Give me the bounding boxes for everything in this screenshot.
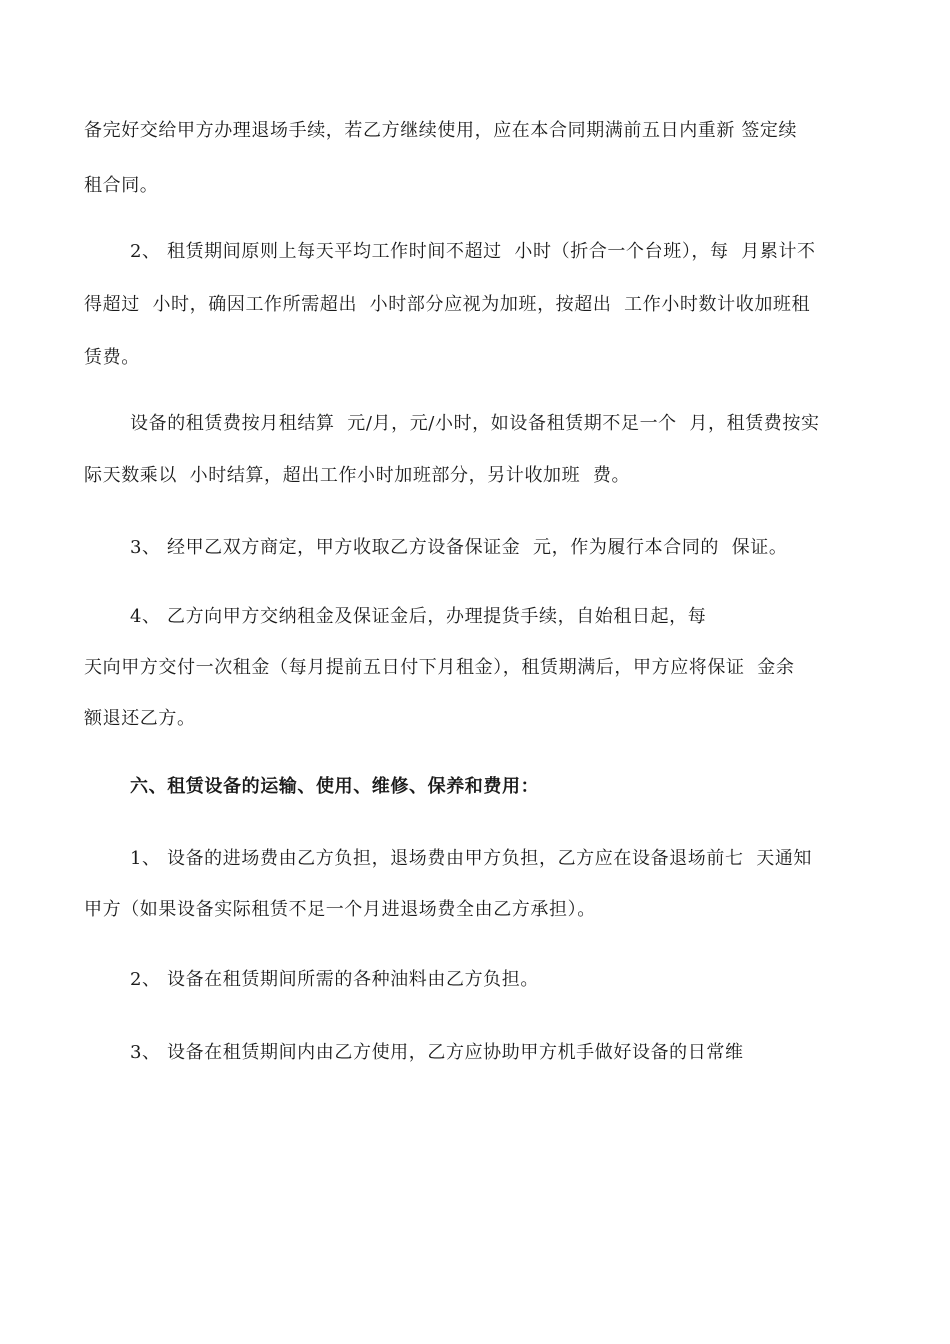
text-line-5: 赁费。	[84, 347, 140, 368]
text-line-6: 设备的租赁费按月租结算 元/月，元/小时，如设备租赁期不足一个 月，租赁费按实	[130, 413, 820, 434]
text-line-16: 3、 设备在租赁期间内由乙方使用，乙方应协助甲方机手做好设备的日常维	[130, 1042, 744, 1063]
text-line-1: 备完好交给甲方办理退场手续，若乙方继续使用，应在本合同期满前五日内重新 签定续	[84, 120, 798, 141]
text-line-10: 天向甲方交付一次租金（每月提前五日付下月租金），租赁期满后，甲方应将保证 金余	[84, 657, 795, 678]
text-line-3: 2、 租赁期间原则上每天平均工作时间不超过 小时（折合一个台班），每 月累计不	[130, 241, 816, 262]
text-line-14: 甲方（如果设备实际租赁不足一个月进退场费全由乙方承担）。	[84, 899, 596, 920]
text-line-2: 租合同。	[84, 175, 159, 196]
text-line-9: 4、 乙方向甲方交纳租金及保证金后，办理提货手续，自始租日起，每	[130, 606, 707, 627]
text-line-7: 际天数乘以 小时结算，超出工作小时加班部分，另计收加班 费。	[84, 465, 631, 486]
text-line-15: 2、 设备在租赁期间所需的各种油料由乙方负担。	[130, 969, 539, 990]
section-heading: 六、租赁设备的运输、使用、维修、保养和费用：	[130, 776, 540, 797]
text-line-4: 得超过 小时，确因工作所需超出 小时部分应视为加班，按超出 工作小时数计收加班租	[84, 294, 811, 315]
text-line-8: 3、 经甲乙双方商定，甲方收取乙方设备保证金 元，作为履行本合同的 保证。	[130, 537, 788, 558]
text-line-11: 额退还乙方。	[84, 708, 196, 729]
text-line-13: 1、 设备的进场费由乙方负担，退场费由甲方负担，乙方应在设备退场前七 天通知	[130, 848, 813, 869]
